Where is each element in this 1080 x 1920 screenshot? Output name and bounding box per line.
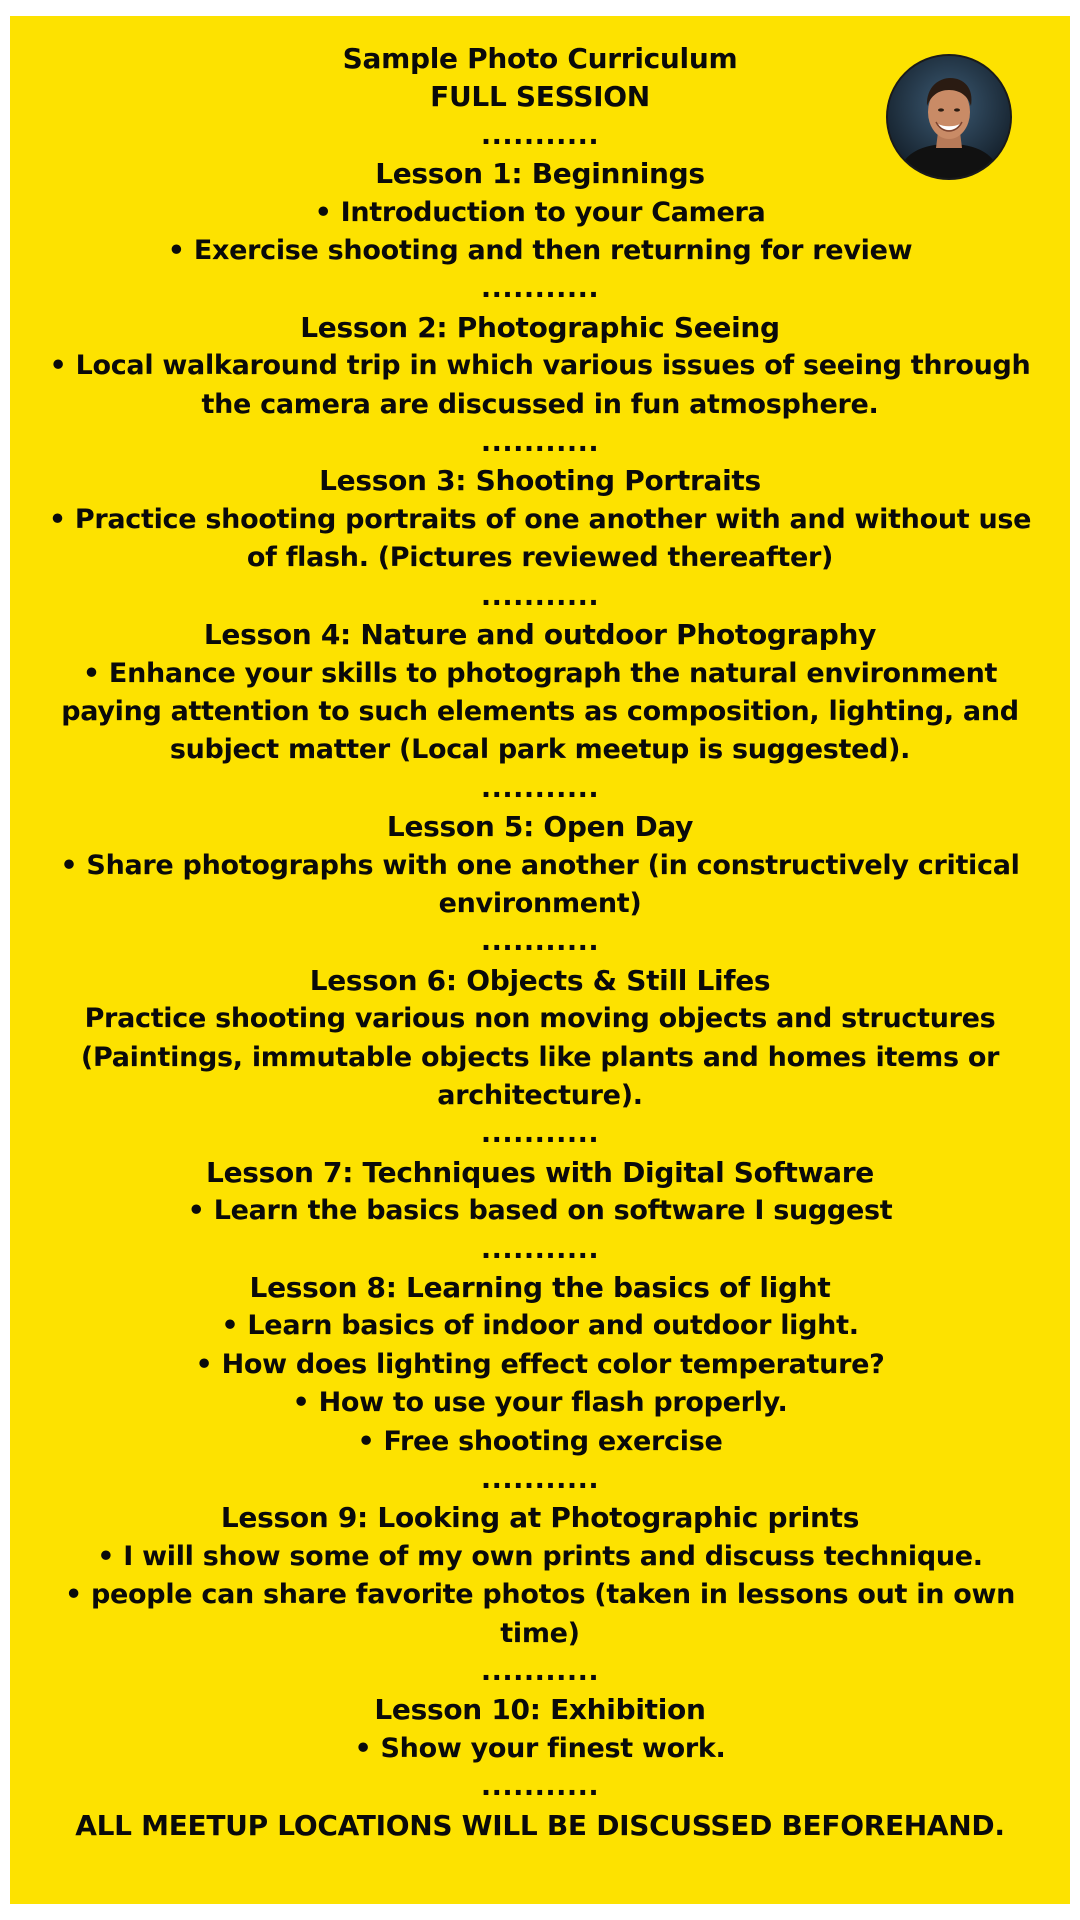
curriculum-card <box>10 16 1070 1904</box>
separator: ........... <box>480 580 600 612</box>
lesson-2-item: • Local walkaround trip in which various issues of seeing through the camera are discussed in fun atmosphere. <box>49 350 1031 420</box>
lesson-7-item: • Learn the basics based on software I suggest <box>187 1195 893 1227</box>
lesson-9-item: • I will show some of my own prints and discuss technique. <box>97 1540 983 1572</box>
lesson-9-item: • people can share favorite photos (taken in lessons out in own time) <box>64 1579 1016 1649</box>
lesson-5-item: • Share photographs with one another (in constructively critical environment) <box>60 849 1020 919</box>
page-subtitle: FULL SESSION <box>430 80 650 114</box>
lesson-10-item: • Show your finest work. <box>354 1732 726 1764</box>
lesson-6-title: Lesson 6: Objects & Still Lifes <box>309 963 771 997</box>
lesson-2-title: Lesson 2: Photographic Seeing <box>300 310 780 344</box>
lesson-1-item: • Exercise shooting and then returning for review <box>167 235 913 267</box>
lesson-10-title: Lesson 10: Exhibition <box>374 1693 706 1727</box>
lesson-4-item: • Enhance your skills to photograph the natural environment paying attention to such elements as composition, lighting, and subject matter (Local park meetup is suggested). <box>61 657 1019 766</box>
curriculum-text <box>10 40 1070 1845</box>
separator: ........... <box>480 1118 600 1150</box>
lesson-8-item: • How does lighting effect color temperature? <box>195 1348 885 1380</box>
page-title: Sample Photo Curriculum <box>342 42 738 75</box>
lesson-3-title: Lesson 3: Shooting Portraits <box>319 464 761 498</box>
lesson-7-title: Lesson 7: Techniques with Digital Software <box>206 1155 874 1189</box>
separator: ........... <box>480 427 600 459</box>
lesson-1-title: Lesson 1: Beginnings <box>375 157 705 191</box>
lesson-8-item: • Free shooting exercise <box>357 1425 723 1457</box>
lesson-6-item: Practice shooting various non moving objects and structures (Paintings, immutable objects like plants and homes items or architecture). <box>80 1003 1000 1111</box>
separator: ........... <box>480 119 600 151</box>
lesson-1-item: • Introduction to your Camera <box>314 196 766 228</box>
separator: ........... <box>480 926 600 958</box>
lesson-8-item: • How to use your flash properly. <box>292 1387 788 1419</box>
separator: ........... <box>480 1656 600 1688</box>
separator: ........... <box>480 1771 600 1803</box>
lesson-8-item: • Learn basics of indoor and outdoor light. <box>221 1310 859 1342</box>
separator: ........... <box>480 1233 600 1265</box>
lesson-8-title: Lesson 8: Learning the basics of light <box>249 1271 831 1304</box>
lesson-9-title: Lesson 9: Looking at Photographic prints <box>220 1501 860 1535</box>
footer-note: ALL MEETUP LOCATIONS WILL BE DISCUSSED BEFOREHAND. <box>75 1808 1005 1842</box>
separator: ........... <box>480 772 600 804</box>
lesson-3-item: • Practice shooting portraits of one another with and without use of flash. (Pictures reviewed thereafter) <box>48 503 1032 574</box>
lesson-5-title: Lesson 5: Open Day <box>386 810 694 844</box>
separator: ........... <box>480 1464 600 1496</box>
separator: ........... <box>480 273 600 305</box>
lesson-4-title: Lesson 4: Nature and outdoor Photography <box>203 618 877 652</box>
